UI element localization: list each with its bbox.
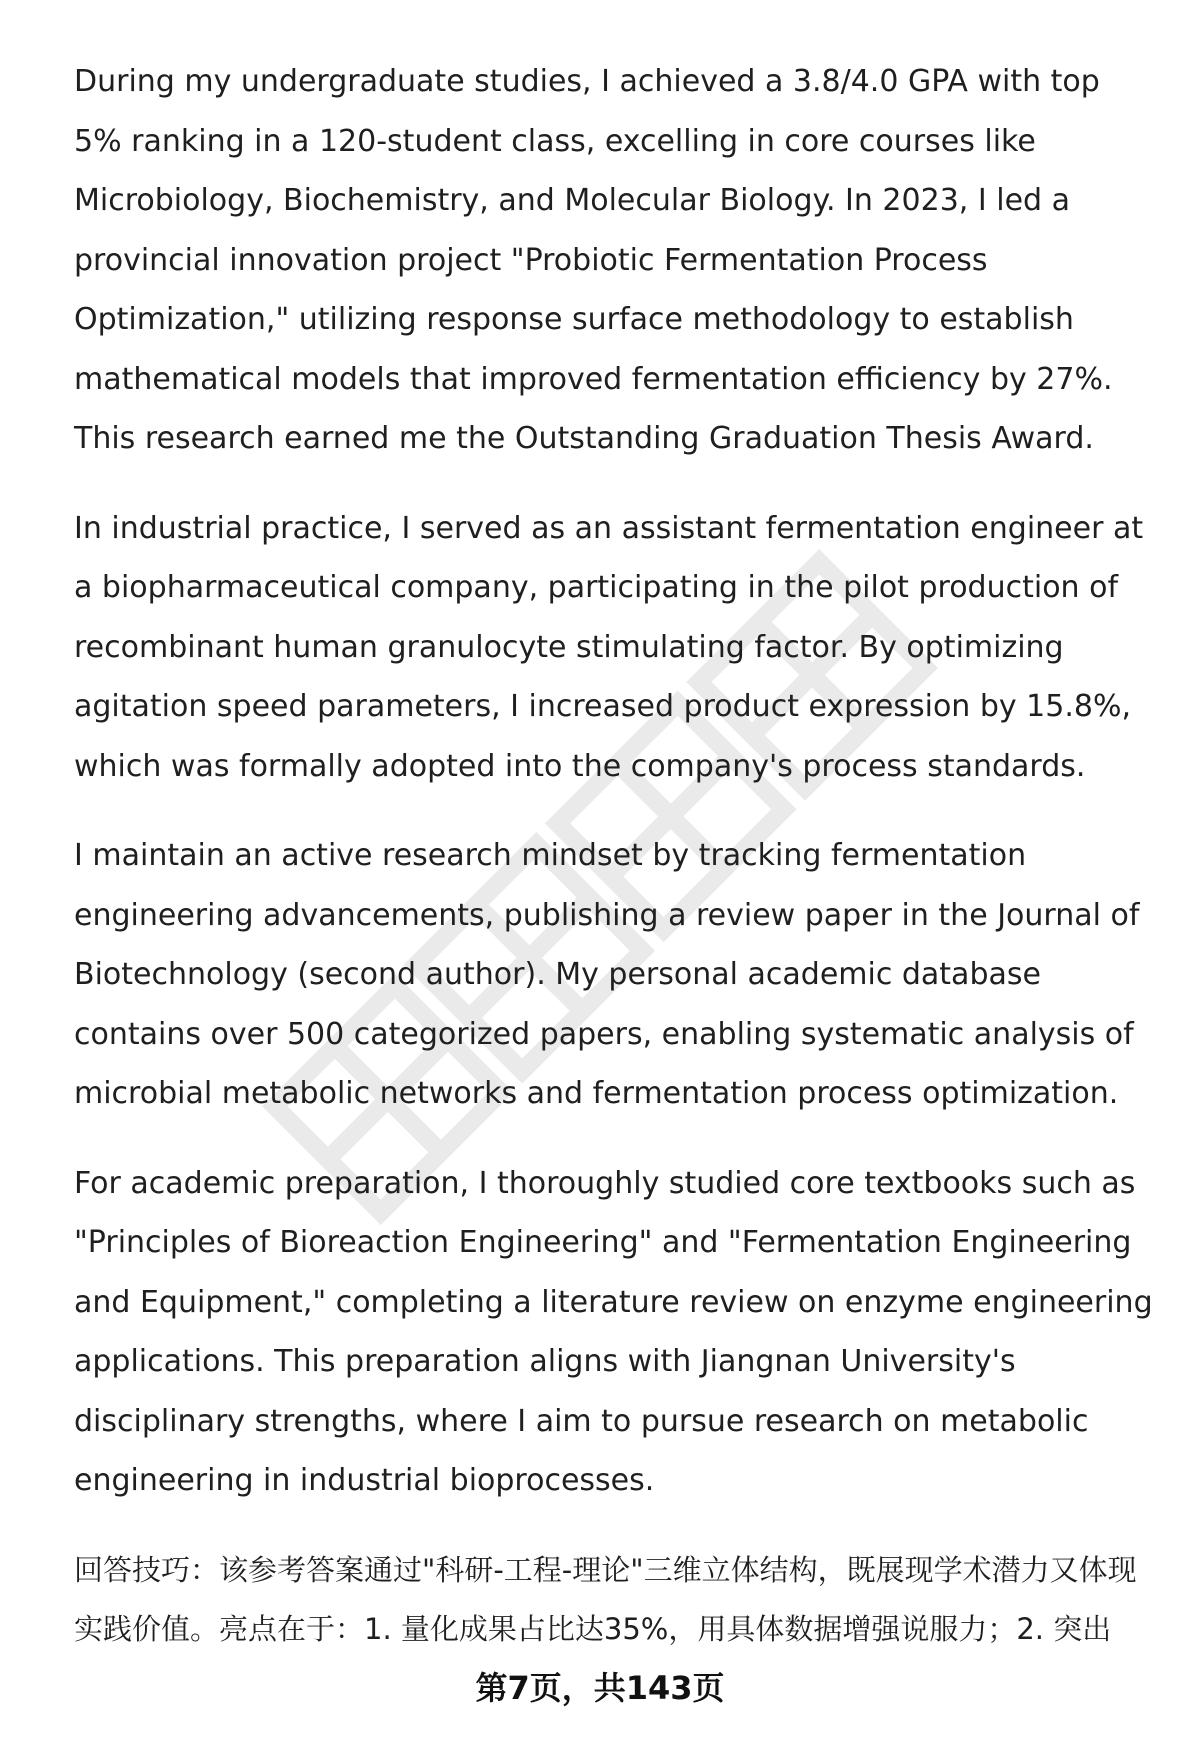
paragraph-industrial: In industrial practice, I served as an assistant fermentation engineer at a biopharmaceutical company, participating in the pilot production of recombinant human granulocyte stimulating factor. By optimizing agitation speed parameters, I increased product expression by 15.8%, which was formally adopted into the company's process standards. xyxy=(74,510,1144,784)
page-footer: 第7页，共143页 xyxy=(475,1669,725,1707)
answer-tip: 回答技巧：该参考答案通过"科研-工程-理论"三维立体结构，既展现学术潜力又体现实践价值。亮点在于：1. 量化成果占比达35%，用具体数据增强说服力；2. 突出 xyxy=(74,1552,1137,1646)
paragraph-research: I maintain an active research mindset by tracking fermentation engineering advancements, publishing a review paper in the Journal of Biotechnology (second author). My personal academic database contains over 500 categorized papers, enabling systematic analysis of microbial metabolic networks and fermentation process optimization. xyxy=(74,838,1140,1111)
paragraph-preparation: For academic preparation, I thoroughly studied core textbooks such as "Principles of Bioreaction Engineering" and "Fermentation Engineering and Equipment," completing a literature review on enzyme engineering applications. This preparation aligns with Jiangnan University's disciplinary strengths, where I aim to pursue research on metabolic engineering in industrial bioprocesses. xyxy=(74,1165,1153,1498)
paragraph-academic: During my undergraduate studies, I achieved a 3.8/4.0 GPA with top 5% ranking in a 120-student class, excelling in core courses like Microbiology, Biochemistry, and Molecular Biology. In 2023, I led a provincial innovation project "Probiotic Fermentation Process Optimization," utilizing response surface methodology to establish mathematical models that improved fermentation efficiency by 27%. This research earned me the Outstanding Graduation Thesis Award. xyxy=(74,64,1113,456)
document-body xyxy=(74,52,1154,1659)
